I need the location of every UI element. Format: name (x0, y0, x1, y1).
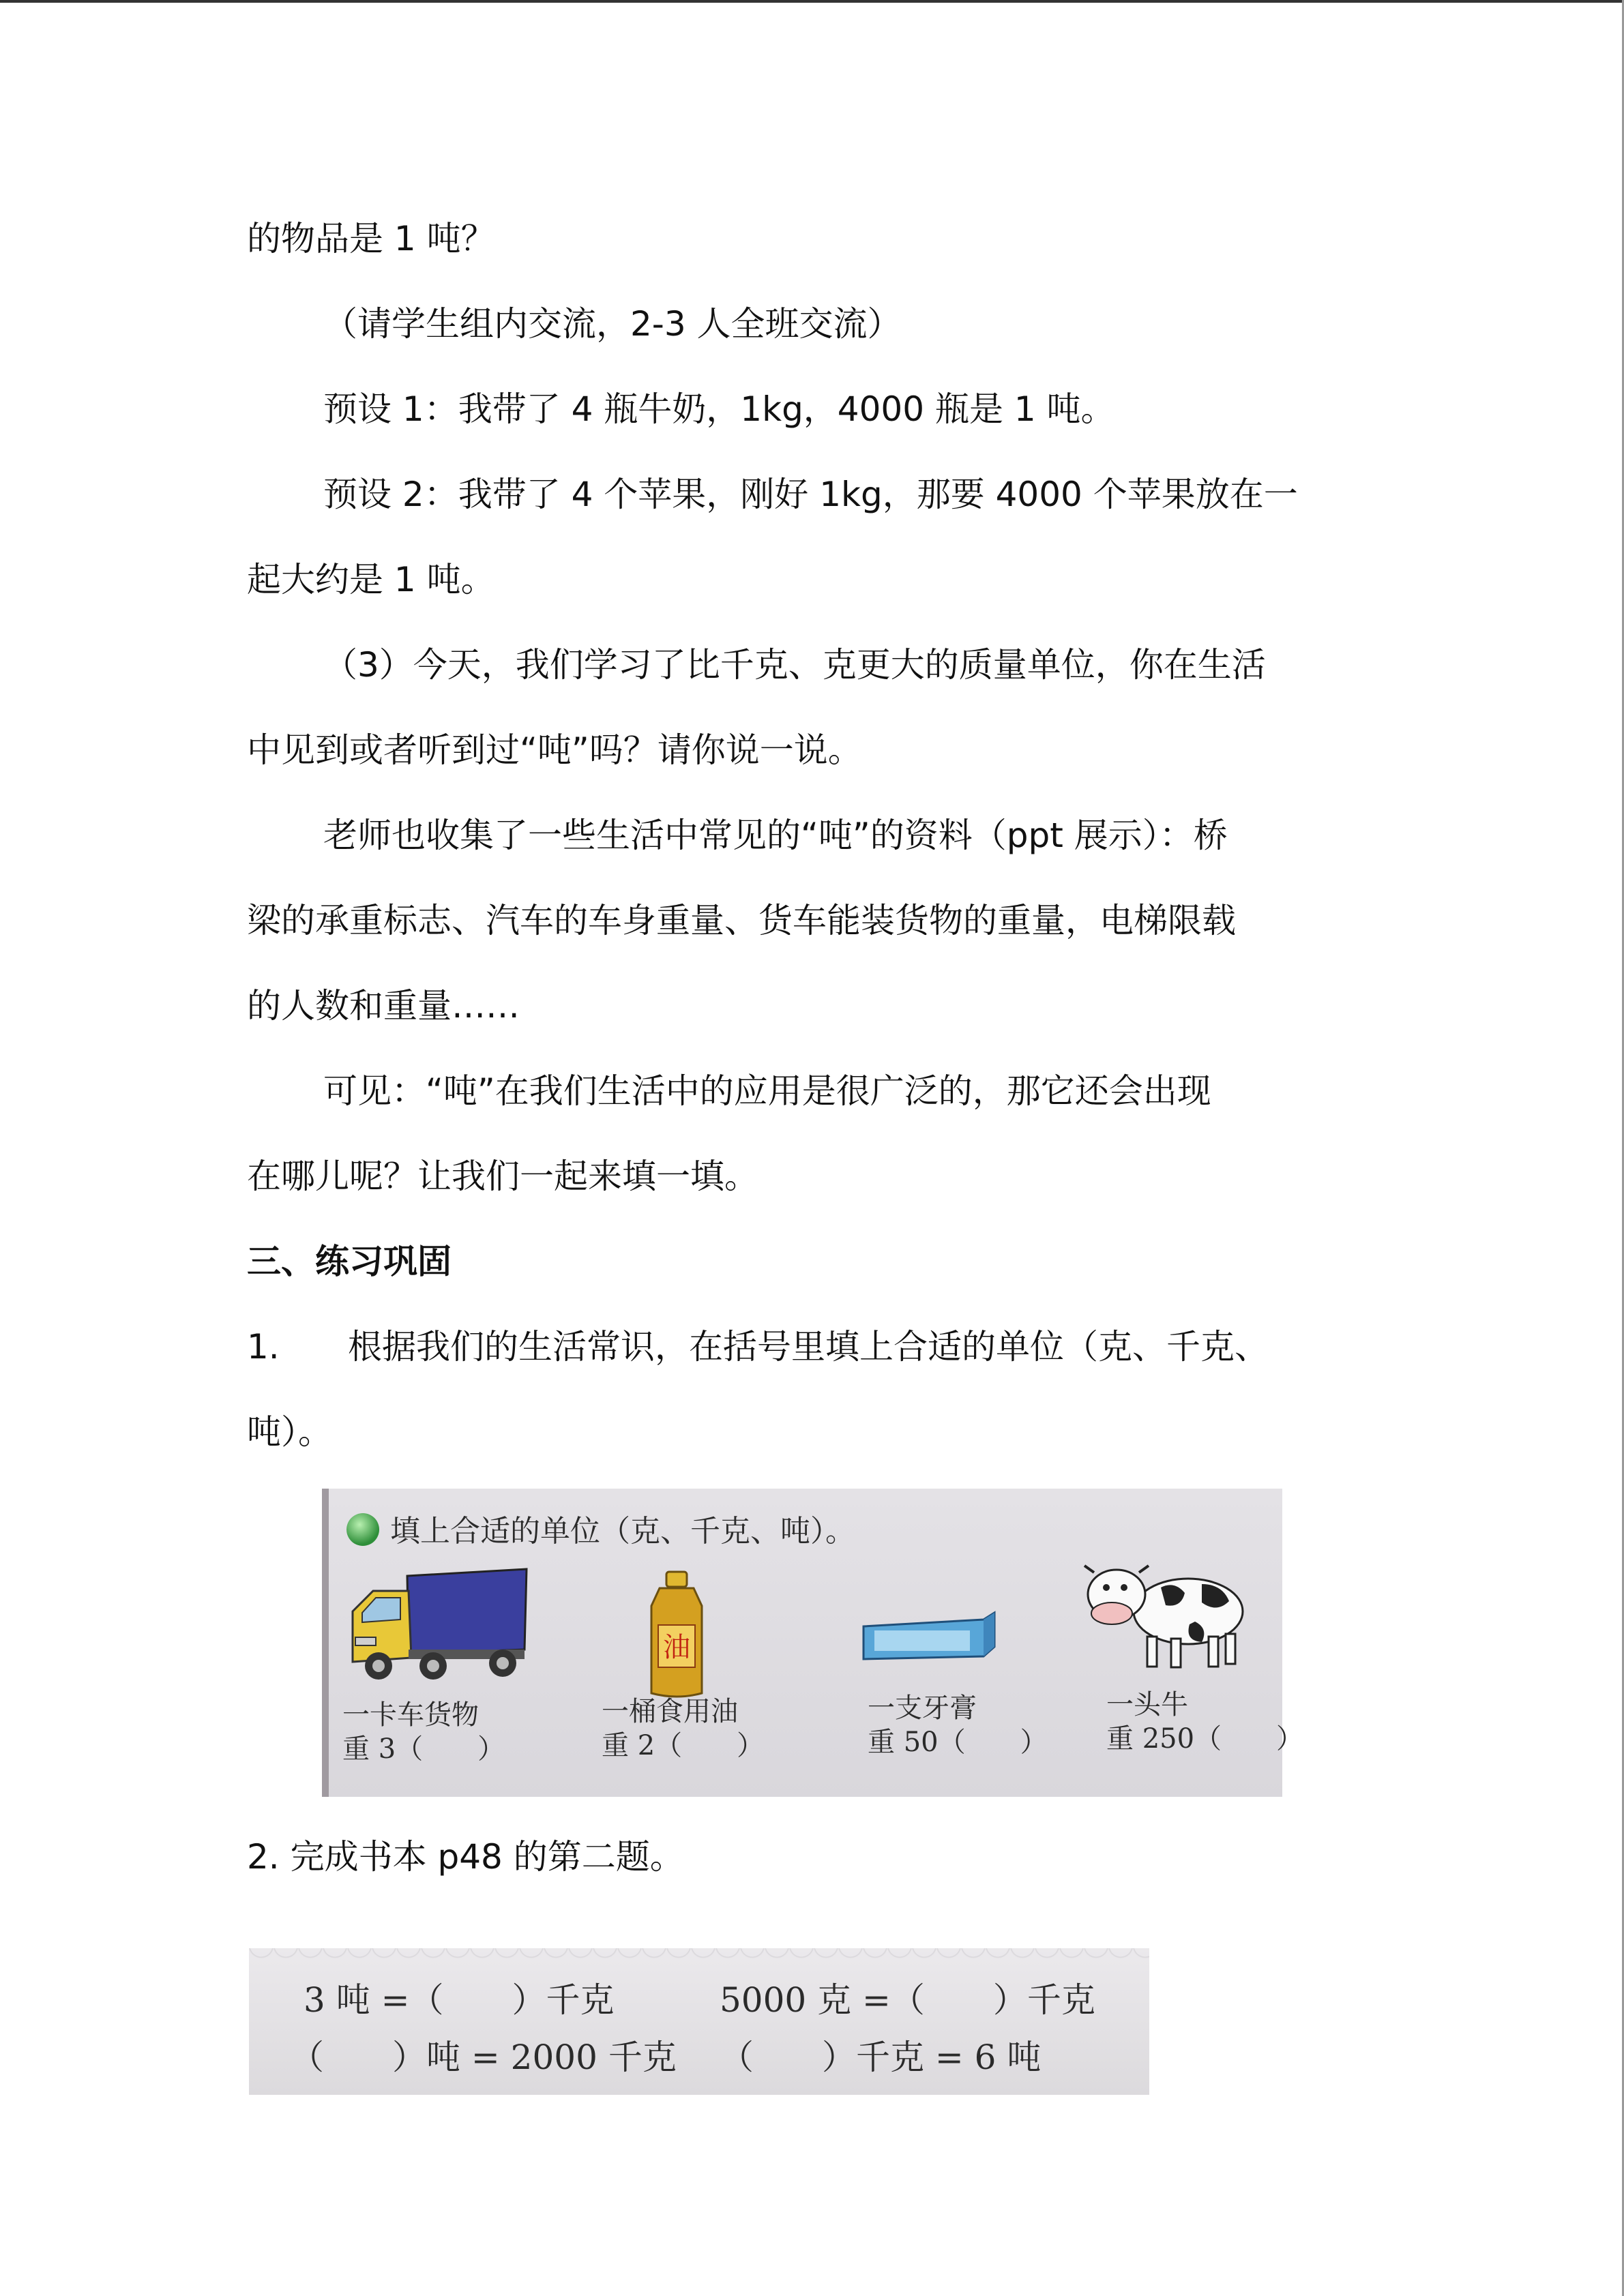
item-toothpaste-weight: 重 50（ ） (868, 1727, 1048, 1758)
item-oil-weight: 重 2（ ） (602, 1730, 765, 1761)
paragraph-line: 的人数和重量…… (247, 986, 520, 1026)
truck-icon (346, 1569, 530, 1685)
paragraph-line: 梁的承重标志、汽车的车身重量、货车能装货物的重量，电梯限载 (247, 901, 1236, 940)
toothpaste-icon (861, 1611, 997, 1663)
textbook-photo-units (322, 1489, 1304, 1797)
conversion-row2-right: （ ）千克 = 6 吨 (720, 2038, 1042, 2077)
item-truck-name: 一卡车货物 (342, 1699, 479, 1731)
section-heading: 三、练习巩固 (247, 1242, 452, 1281)
item-cow-name: 一头牛 (1106, 1689, 1188, 1720)
question-1-text: 根据我们的生活常识，在括号里填上合适的单位（克、千克、 (348, 1327, 1269, 1367)
item-oil-name: 一桶食用油 (602, 1696, 738, 1727)
paragraph-line: 起大约是 1 吨。 (247, 560, 495, 599)
textbook-photo-conversion (249, 1948, 1149, 2095)
question-1-text-continued: 吨）。 (247, 1412, 332, 1452)
paragraph-line: 老师也收集了一些生活中常见的“吨”的资料（ppt 展示）：桥 (323, 816, 1228, 855)
paragraph-line: 中见到或者听到过“吨”吗？请你说一说。 (247, 730, 862, 770)
cow-icon (1079, 1553, 1250, 1673)
photo-title: 填上合适的单位（克、千克、吨）。 (390, 1514, 855, 1549)
green-bullet-icon (344, 1510, 382, 1549)
question-1-number: 1. (247, 1327, 280, 1367)
photo-border-decoration (249, 1948, 1149, 1963)
paragraph-line: 可见：“吨”在我们生活中的应用是很广泛的，那它还会出现 (323, 1071, 1211, 1111)
conversion-row2-left: （ ）吨 = 2000 千克 (290, 2038, 677, 2077)
paragraph-line: （请学生组内交流，2-3 人全班交流） (323, 304, 902, 344)
conversion-row1-right: 5000 克 =（ ）千克 (720, 1980, 1095, 2020)
question-2: 2. 完成书本 p48 的第二题。 (247, 1837, 684, 1877)
oil-label-char: 油 (663, 1632, 690, 1663)
paragraph-line: 预设 1：我带了 4 瓶牛奶，1kg，4000 瓶是 1 吨。 (323, 389, 1115, 429)
paragraph-line: 预设 2：我带了 4 个苹果，刚好 1kg，那要 4000 个苹果放在一 (323, 475, 1298, 514)
oil-bottle-icon (639, 1570, 714, 1700)
page-top-border (0, 0, 1624, 3)
paragraph-line: 的物品是 1 吨？ (247, 219, 495, 258)
paragraph-line: （3）今天，我们学习了比千克、克更大的质量单位，你在生活 (323, 645, 1266, 685)
conversion-row1-left: 3 吨 =（ ）千克 (304, 1980, 615, 2020)
item-cow-weight: 重 250（ ） (1106, 1723, 1304, 1755)
paragraph-line: 在哪儿呢？让我们一起来填一填。 (247, 1157, 758, 1196)
item-truck-weight: 重 3（ ） (342, 1733, 505, 1765)
item-toothpaste-name: 一支牙膏 (868, 1693, 977, 1724)
